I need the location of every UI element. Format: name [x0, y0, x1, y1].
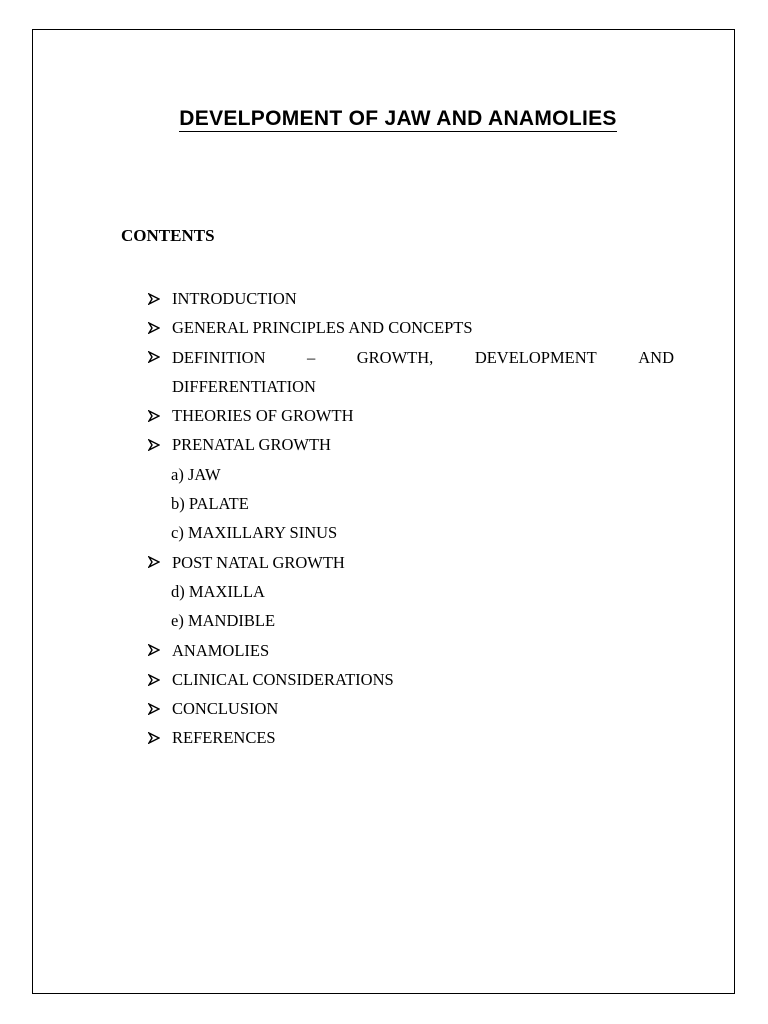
toc-item	[148, 636, 674, 665]
arrowhead-bullet-icon	[148, 723, 164, 752]
toc-item	[148, 694, 674, 723]
toc-item-label: CONCLUSION	[172, 699, 279, 719]
table-of-contents	[148, 284, 674, 753]
contents-heading: CONTENTS	[121, 226, 215, 245]
toc-item-label: PRENATAL GROWTH	[172, 435, 331, 455]
arrowhead-bullet-icon	[148, 430, 164, 459]
toc-item	[148, 284, 674, 313]
arrowhead-bullet-icon	[148, 548, 164, 577]
arrowhead-bullet-icon	[148, 665, 164, 694]
toc-item-label: CLINICAL CONSIDERATIONS	[172, 669, 394, 689]
toc-item-label: POST NATAL GROWTH	[172, 552, 345, 572]
toc-item	[148, 313, 674, 342]
document-title	[0, 107, 768, 131]
toc-item-word: DEVELOPMENT	[474, 347, 597, 367]
toc-item-justified-line	[172, 343, 674, 372]
arrowhead-bullet-icon	[148, 636, 164, 665]
arrowhead-bullet-icon	[148, 343, 164, 372]
toc-item	[148, 723, 674, 752]
toc-item-label: THEORIES OF GROWTH	[172, 406, 354, 426]
toc-item	[148, 430, 674, 459]
arrowhead-bullet-icon	[148, 401, 164, 430]
toc-item-continuation: DIFFERENTIATION	[172, 376, 316, 396]
toc-item	[148, 548, 674, 577]
toc-subitem: d) MAXILLA	[171, 581, 265, 601]
toc-item-word: DEFINITION	[172, 347, 266, 367]
toc-item-word: –	[307, 347, 316, 367]
arrowhead-bullet-icon	[148, 694, 164, 723]
toc-item	[148, 343, 674, 402]
toc-item-word: GROWTH,	[356, 347, 434, 367]
toc-item-word: AND	[638, 347, 674, 367]
toc-item-label: REFERENCES	[172, 728, 276, 748]
toc-subitem: c) MAXILLARY SINUS	[171, 523, 338, 543]
arrowhead-bullet-icon	[148, 284, 164, 313]
toc-subitem: b) PALATE	[171, 494, 249, 514]
toc-subitem: e) MANDIBLE	[171, 611, 276, 631]
toc-subitem: a) JAW	[171, 464, 221, 484]
toc-item-label: ANAMOLIES	[172, 640, 270, 660]
toc-item	[148, 665, 674, 694]
toc-item-label: INTRODUCTION	[172, 289, 297, 308]
arrowhead-bullet-icon	[148, 313, 164, 342]
toc-item	[148, 401, 674, 430]
toc-item-label: GENERAL PRINCIPLES AND CONCEPTS	[172, 318, 473, 338]
document-title-text: DEVELPOMENT OF JAW AND ANAMOLIES	[179, 107, 617, 130]
